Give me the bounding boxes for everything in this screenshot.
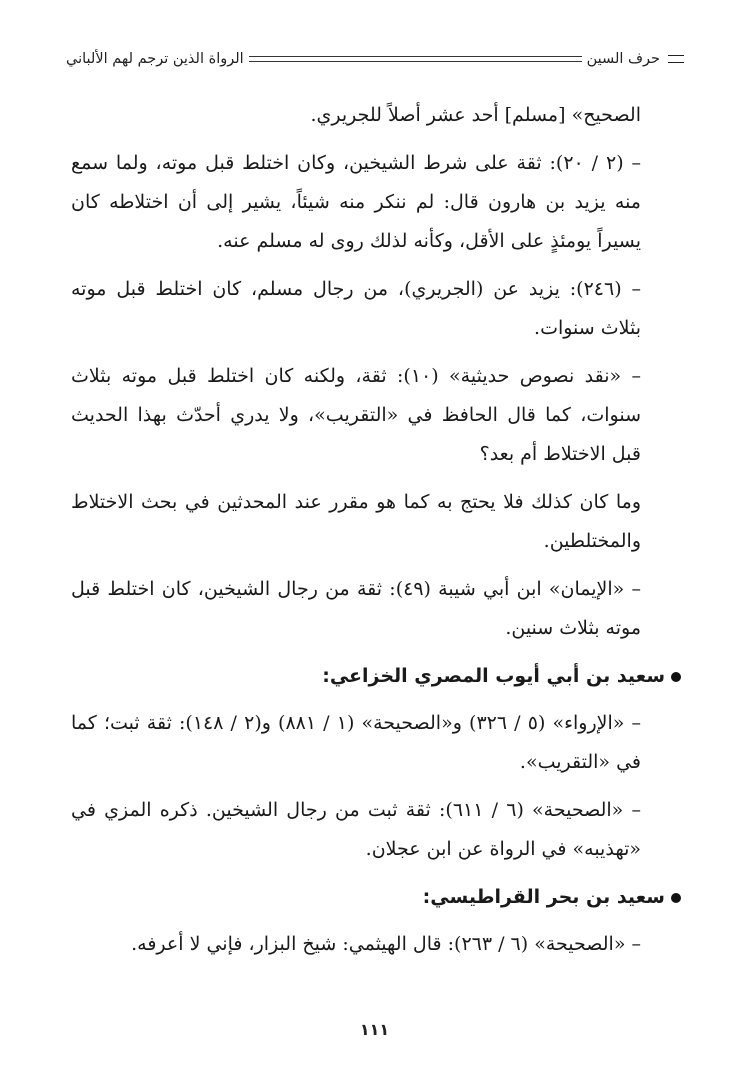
- bullet-icon: [671, 672, 681, 682]
- header-rule: [249, 56, 582, 62]
- header-chapter: حرف السين: [586, 51, 660, 67]
- paragraph: – «الإيمان» ابن أبي شيبة (٤٩): ثقة من رجال الشيخين، كان اختلط قبل موته بثلاث سنين.: [71, 578, 641, 639]
- paragraph: – «نقد نصوص حديثية» (١٠): ثقة، ولكنه كان اختلط قبل موته بثلاث سنوات، كما قال الحافظ في «التقريب»، ولا يدري أحدّث بهذا الحديث قبل الاختلاط أم بعد؟: [71, 365, 641, 465]
- narrator-heading: [71, 657, 681, 696]
- body-text: [71, 96, 665, 973]
- paragraph: الصحيح» [مسلم] أحد عشر أصلاً للجريري.: [310, 104, 641, 126]
- narrator-heading-text: سعيد بن بحر القراطيسي:: [422, 886, 665, 908]
- header-ornament: [668, 55, 684, 63]
- paragraph: – «الصحيحة» (٦ / ٦١١): ثقة ثبت من رجال الشيخين. ذكره المزي في «تهذيبه» في الرواة عن ابن عجلان.: [71, 799, 641, 860]
- paragraph: – «الصحيحة» (٦ / ٢٦٣): قال الهيثمي: شيخ البزار، فإني لا أعرفه.: [131, 933, 641, 955]
- paragraph: – (٢٤٦): يزيد عن (الجريري)، من رجال مسلم، كان اختلط قبل موته بثلاث سنوات.: [71, 278, 641, 339]
- header-book-title: الرواة الذين ترجم لهم الألباني: [66, 51, 244, 67]
- running-header: [66, 44, 684, 74]
- paragraph: – «الإرواء» (٥ / ٣٢٦) و«الصحيحة» (١ / ٨٨١) و(٢ / ١٤٨): ثقة ثبت؛ كما في «التقريب».: [71, 712, 642, 773]
- paragraph: وما كان كذلك فلا يحتج به كما هو مقرر عند المحدثين في بحث الاختلاط والمختلطين.: [71, 491, 641, 552]
- narrator-heading-text: سعيد بن أبي أيوب المصري الخزاعي:: [322, 665, 665, 687]
- page-number: ١١١: [359, 1020, 390, 1039]
- bullet-icon: [671, 893, 681, 903]
- narrator-heading: [71, 878, 681, 917]
- paragraph: – (٢ / ٢٠): ثقة على شرط الشيخين، وكان اختلط قبل موته، ولما سمع منه يزيد بن هارون قال: لم ننكر منه شيئاً، يشير إلى أن اختلاطه كان يسيراً يومئذٍ على الأقل، وكأنه لذلك روى له مسلم عنه.: [71, 152, 642, 252]
